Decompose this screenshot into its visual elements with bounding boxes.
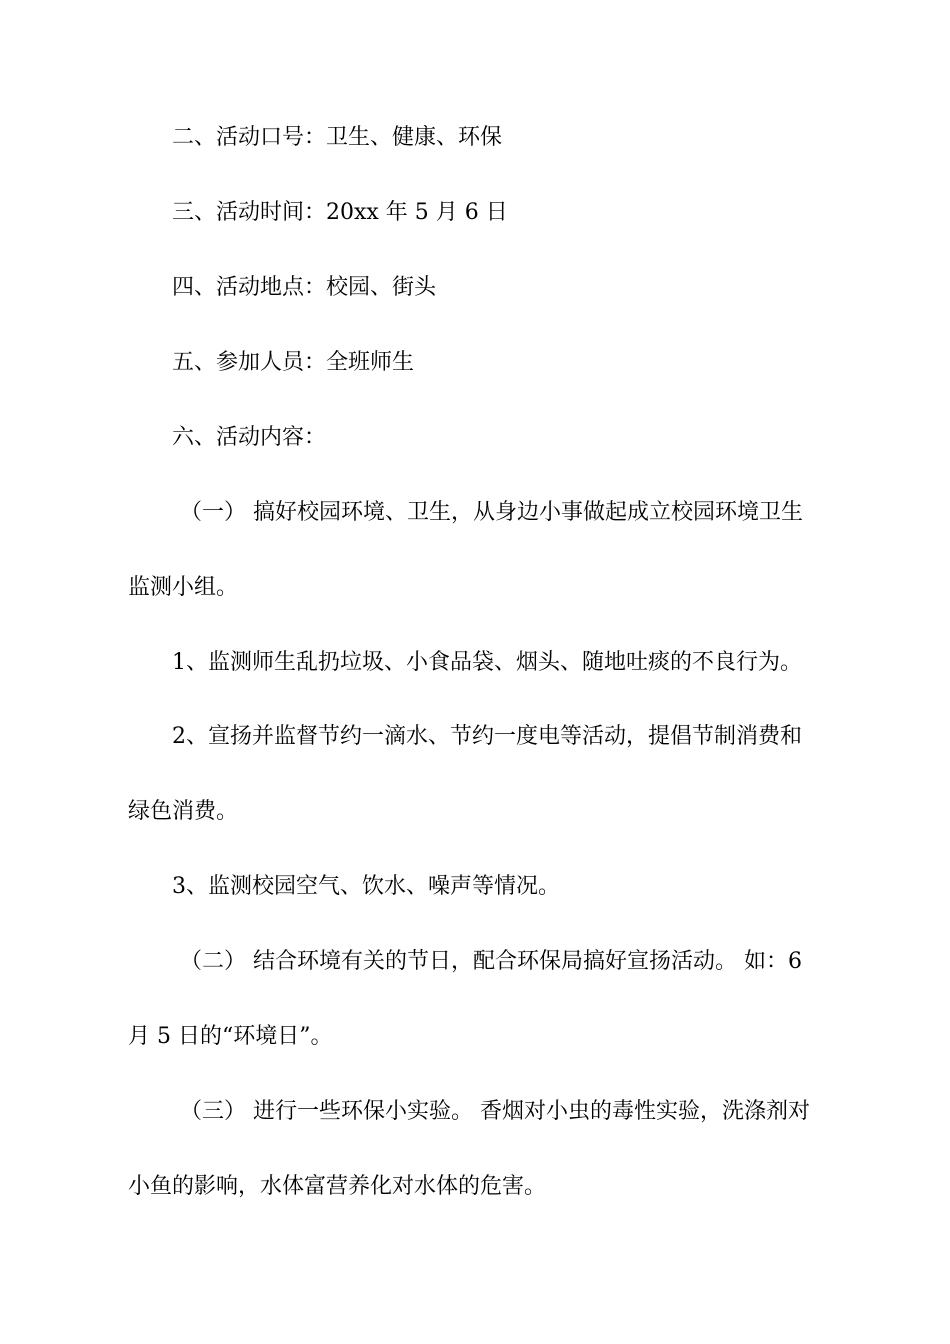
section-location: 四、活动地点：校园、街头 [172,275,437,300]
section-time: 三、活动时间：20xx 年 5 月 6 日 [172,200,508,225]
paragraph-three-line-2: 小鱼的影响，水体富营养化对水体的危害。 [128,1174,547,1199]
paragraph-two-line-1: （二） 结合环境有关的节日，配合环保局搞好宣扬活动。 如：6 [180,949,802,974]
section-content-heading: 六、活动内容： [172,425,327,450]
paragraph-one-line-2: 监测小组。 [128,575,239,600]
section-participants: 五、参加人员：全班师生 [172,350,415,375]
paragraph-two-line-2: 月 5 日的“环境日”。 [128,1024,333,1049]
paragraph-one-line-1: （一） 搞好校园环境、卫生，从身边小事做起成立校园环境卫生 [180,500,803,525]
list-item-1: 1、监测师生乱扔垃圾、小食品袋、烟头、随地吐痰的不良行为。 [172,650,802,675]
section-slogan: 二、活动口号：卫生、健康、环保 [172,125,503,150]
paragraph-three-line-1: （三） 进行一些环保小实验。 香烟对小虫的毒性实验，洗涤剂对 [180,1099,810,1124]
list-item-2-line-2: 绿色消费。 [128,799,239,824]
list-item-3: 3、监测校园空气、饮水、噪声等情况。 [172,874,560,899]
list-item-2-line-1: 2、宣扬并监督节约一滴水、节约一度电等活动，提倡节制消费和 [172,724,802,749]
